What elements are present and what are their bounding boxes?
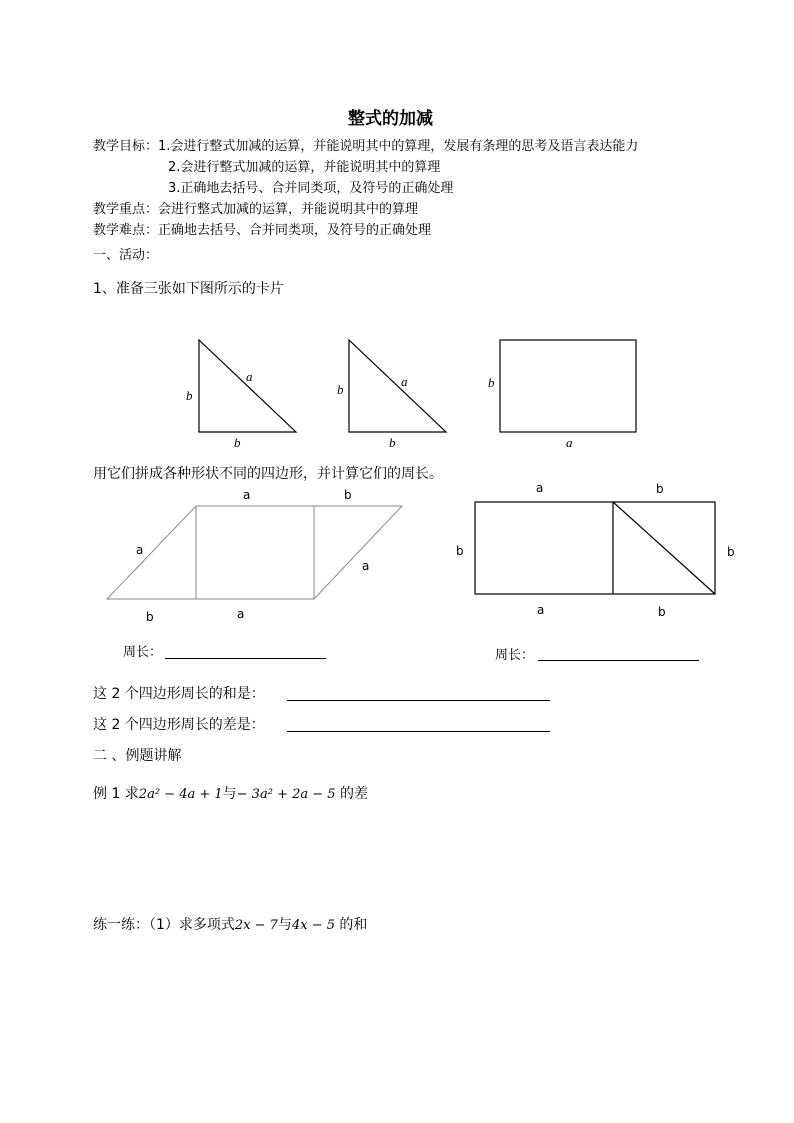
tri2-hyp-label: a [401, 374, 408, 389]
cards-figure [0, 0, 794, 470]
practice-prefix: 练一练：（1）求多项式 [93, 917, 235, 933]
shape1-bottom-b: b [146, 610, 154, 624]
section1-step1: 1、准备三张如下图所示的卡片 [93, 281, 284, 297]
shape1-perimeter-label: 周长： [123, 645, 163, 660]
shape2-bottom-b: b [658, 605, 666, 619]
goals-label: 教学目标： [93, 139, 159, 154]
difficult-point-text: 正确地去括号、合并同类项，及符号的正确处理 [158, 223, 432, 238]
difficult-point-label: 教学难点： [93, 223, 159, 238]
practice-expr2: 4x − 5 [291, 918, 335, 933]
shape1-top-b: b [344, 488, 352, 502]
example1-prefix: 例 1 求 [93, 786, 139, 802]
tri1-left-label: b [186, 388, 193, 403]
example1-connector: 与 [222, 786, 237, 802]
parallelogram-shape [107, 488, 402, 624]
rect-left-label: b [488, 375, 495, 390]
practice-line [93, 916, 367, 935]
page-title: 整式的加减 [348, 109, 433, 129]
shape2-left-b: b [456, 544, 464, 558]
goal-item-2: 2.会进行整式加减的运算，并能说明其中的算理 [168, 160, 441, 175]
card-rectangle [488, 340, 636, 450]
key-point-label: 教学重点： [93, 202, 159, 217]
section2-heading: 二 、例题讲解 [93, 748, 182, 764]
card-triangle-2 [337, 340, 446, 450]
instruction-text: 用它们拼成各种形状不同的四边形，并计算它们的周长。 [93, 466, 443, 482]
rectangle-shape [456, 481, 735, 619]
tri2-bottom-label: b [389, 435, 396, 450]
shape1-bottom-a: a [237, 607, 245, 621]
example1-expr2: − 3a² + 2a − 5 [236, 787, 336, 802]
rect-bottom-label: a [566, 435, 573, 450]
shape2-top-a: a [536, 481, 544, 495]
goal-item-3: 3.正确地去括号、合并同类项，及符号的正确处理 [168, 181, 454, 196]
shape2-bottom-a: a [537, 603, 545, 617]
shape2-perimeter-blank[interactable] [538, 660, 699, 661]
shape1-top-a: a [243, 488, 251, 502]
example1-expr1: 2a² − 4a + 1 [138, 787, 223, 802]
shape2-top-b: b [656, 482, 664, 496]
tri1-hyp-label: a [246, 369, 253, 384]
sum-question: 这 2 个四边形周长的和是： [93, 686, 265, 702]
diff-answer-blank[interactable] [287, 731, 550, 732]
shape1-right-a: a [362, 559, 370, 573]
shape1-perimeter-blank[interactable] [165, 658, 326, 659]
goal-item-1: 1.会进行整式加减的运算，并能说明其中的算理，发展有条理的思考及语言表达能力 [158, 139, 639, 154]
sum-answer-blank[interactable] [287, 700, 550, 701]
example1-suffix: 的差 [335, 786, 368, 802]
tri1-bottom-label: b [234, 435, 241, 450]
practice-connector: 与 [277, 917, 292, 933]
diff-question: 这 2 个四边形周长的差是： [93, 717, 265, 733]
shape2-perimeter-label: 周长： [495, 648, 535, 663]
quadrilaterals-figure [0, 470, 794, 630]
tri2-left-label: b [337, 382, 344, 397]
section1-heading: 一、活动： [93, 248, 159, 263]
example1-line [93, 785, 368, 804]
card-triangle-1 [186, 340, 296, 450]
practice-expr1: 2x − 7 [234, 918, 278, 933]
shape1-left-a: a [136, 543, 144, 557]
key-point-text: 会进行整式加减的运算，并能说明其中的算理 [158, 202, 419, 217]
shape2-right-b: b [727, 545, 735, 559]
practice-suffix: 的和 [334, 917, 368, 933]
